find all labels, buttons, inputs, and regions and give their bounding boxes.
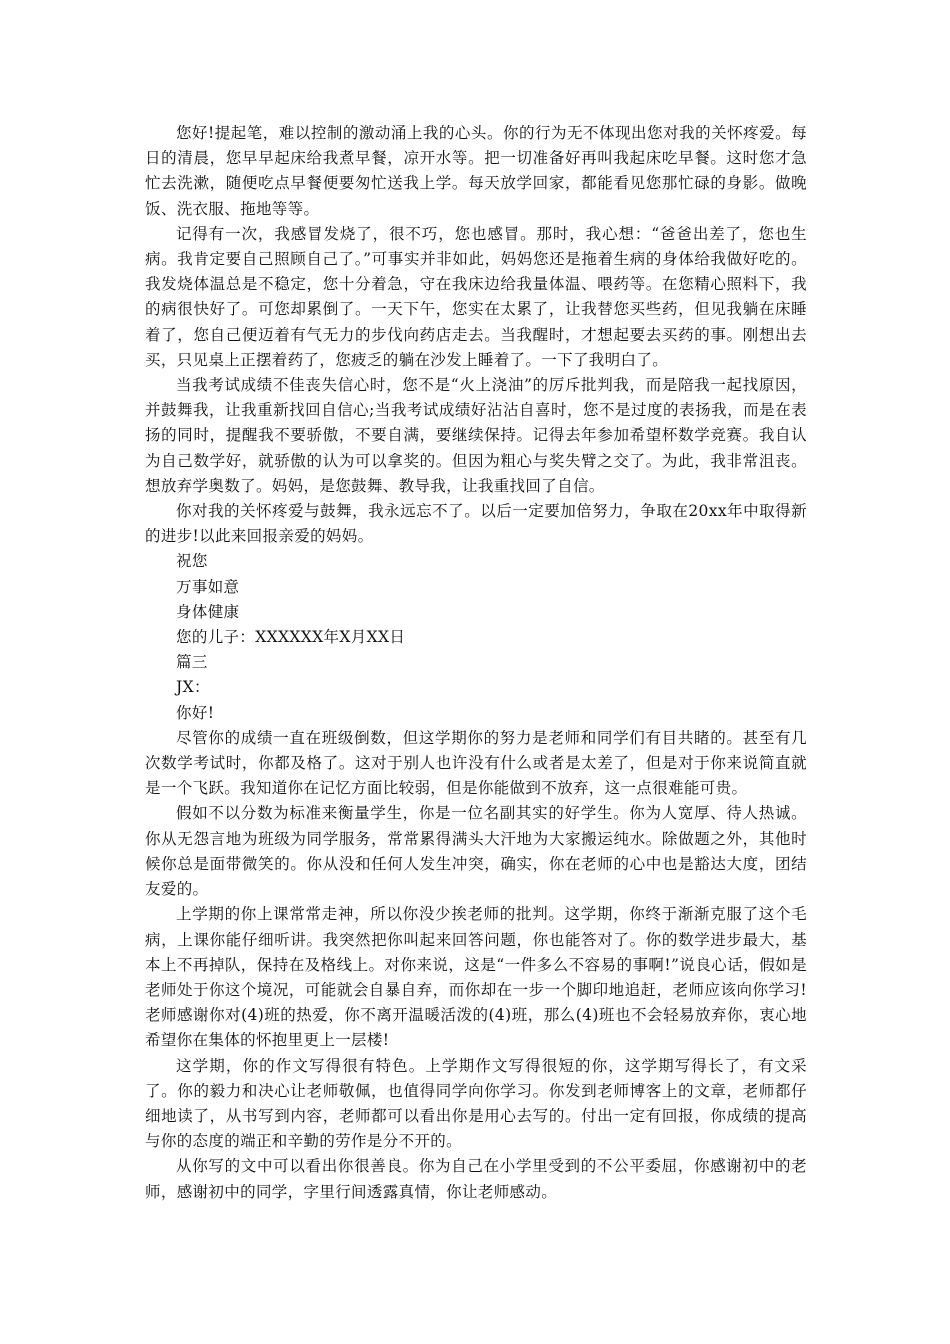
letter2-paragraph-3: 上学期的你上课常常走神，所以你没少挨老师的批判。这学期，你终于渐渐克服了这个毛病，上课你能仔细听讲。我突然把你叫起来回答问题，你也能答对了。你的数学进步最大，基本上不再掉队，保持在及格线上。对你来说，这是“一件多么不容易的事啊!”说良心话，假如是老师处于你这个境况，可能就会自暴自弃，而你却在一步一个脚印地追赶，老师应该向你学习!老师感谢你对(4)班的热爱，你不离开温暖活泼的(4)班，那么(4)班也不会轻易放弃你，衷心地希望你在集体的怀抱里更上一层楼! [145, 905, 807, 1050]
section-title: 篇三 [176, 653, 208, 672]
letter1-signature: 您的儿子：XXXXXX年X月XX日 [176, 628, 406, 647]
letter1-paragraph-3: 当我考试成绩不佳丧失信心时，您不是“火上浇油”的厉斥批判我，而是陪我一起找原因，并鼓舞我，让我重新找回自信心;当我考试成绩好沾沾自喜时，您不是过度的表扬我，而是在表扬的同时，提醒我不要骄傲，不要自满，要继续保持。记得去年参加希望杯数学竞赛。我自认为自己数学好，就骄傲的认为可以拿奖的。但因为粗心与奖失臂之交了。为此，我非常沮丧。想放弃学奥数了。妈妈，是您鼓舞、教导我，让我重找回了自信。 [145, 376, 807, 495]
letter2-paragraph-1: 尽管你的成绩一直在班级倒数，但这学期你的努力是老师和同学们有目共睹的。甚至有几次数学考试时，你都及格了。这对于别人也许没有什么或者是太差了，但是对于你来说简直就是一个飞跃。我知道你在记忆方面比较弱，但是你能做到不放弃，这一点很难能可贵。 [145, 728, 807, 798]
letter1-paragraph-4: 你对我的关怀疼爱与鼓舞，我永远忘不了。以后一定要加倍努力，争取在20xx年中取得新的进步!以此来回报亲爱的妈妈。 [145, 502, 807, 546]
letter2-recipient: JX： [176, 678, 210, 697]
letter2-greeting: 你好! [176, 703, 215, 722]
letter1-closing-1: 祝您 [176, 552, 208, 571]
document-body [145, 121, 807, 1205]
letter1-closing-2: 万事如意 [176, 577, 240, 596]
letter2-paragraph-4: 这学期，你的作文写得很有特色。上学期作文写得很短的你，这学期写得长了，有文采了。你的毅力和决心让老师敬佩，也值得同学向你学习。你发到老师博客上的文章，老师都仔细地读了，从书写到内容，老师都可以看出你是用心去写的。付出一定有回报，你成绩的提高与你的态度的端正和辛勤的劳作是分不开的。 [145, 1056, 807, 1151]
letter2-paragraph-2: 假如不以分数为标准来衡量学生，你是一位名副其实的好学生。你为人宽厚、待人热诚。你从无怨言地为班级为同学服务，常常累得满头大汗地为大家搬运纯水。除做题之外，其他时候你总是面带微笑的。你从没和任何人发生冲突，确实，你在老师的心中也是豁达大度，团结友爱的。 [145, 804, 807, 899]
letter1-paragraph-1: 您好!提起笔，难以控制的激动涌上我的心头。你的行为无不体现出您对我的关怀疼爱。每日的清晨，您早早起床给我煮早餐，凉开水等。把一切准备好再叫我起床吃早餐。这时您才急忙去洗漱，随便吃点早餐便要匆忙送我上学。每天放学回家，都能看见您那忙碌的身影。做晚饭、洗衣服、拖地等等。 [145, 124, 807, 218]
letter2-paragraph-5: 从你写的文中可以看出你很善良。你为自己在小学里受到的不公平委屈，你感谢初中的老师，感谢初中的同学，字里行间透露真情，你让老师感动。 [145, 1157, 807, 1201]
letter1-closing-3: 身体健康 [176, 602, 240, 621]
letter1-paragraph-2: 记得有一次，我感冒发烧了，很不巧，您也感冒。那时，我心想：“爸爸出差了，您也生病。我肯定要自己照顾自己了。”可事实并非如此，妈妈您还是拖着生病的身体给我做好吃的。我发烧体温总是不稳定，您十分着急，守在我床边给我量体温、喂药等。在您精心照料下，我的病很快好了。可您却累倒了。一天下午，您实在太累了，让我替您买些药，但见我躺在床睡着了，您自己便迈着有气无力的步伐向药店走去。当我醒时，才想起要去买药的事。刚想出去买，只见桌上正摆着药了，您疲乏的躺在沙发上睡着了。一下了我明白了。 [145, 224, 807, 369]
